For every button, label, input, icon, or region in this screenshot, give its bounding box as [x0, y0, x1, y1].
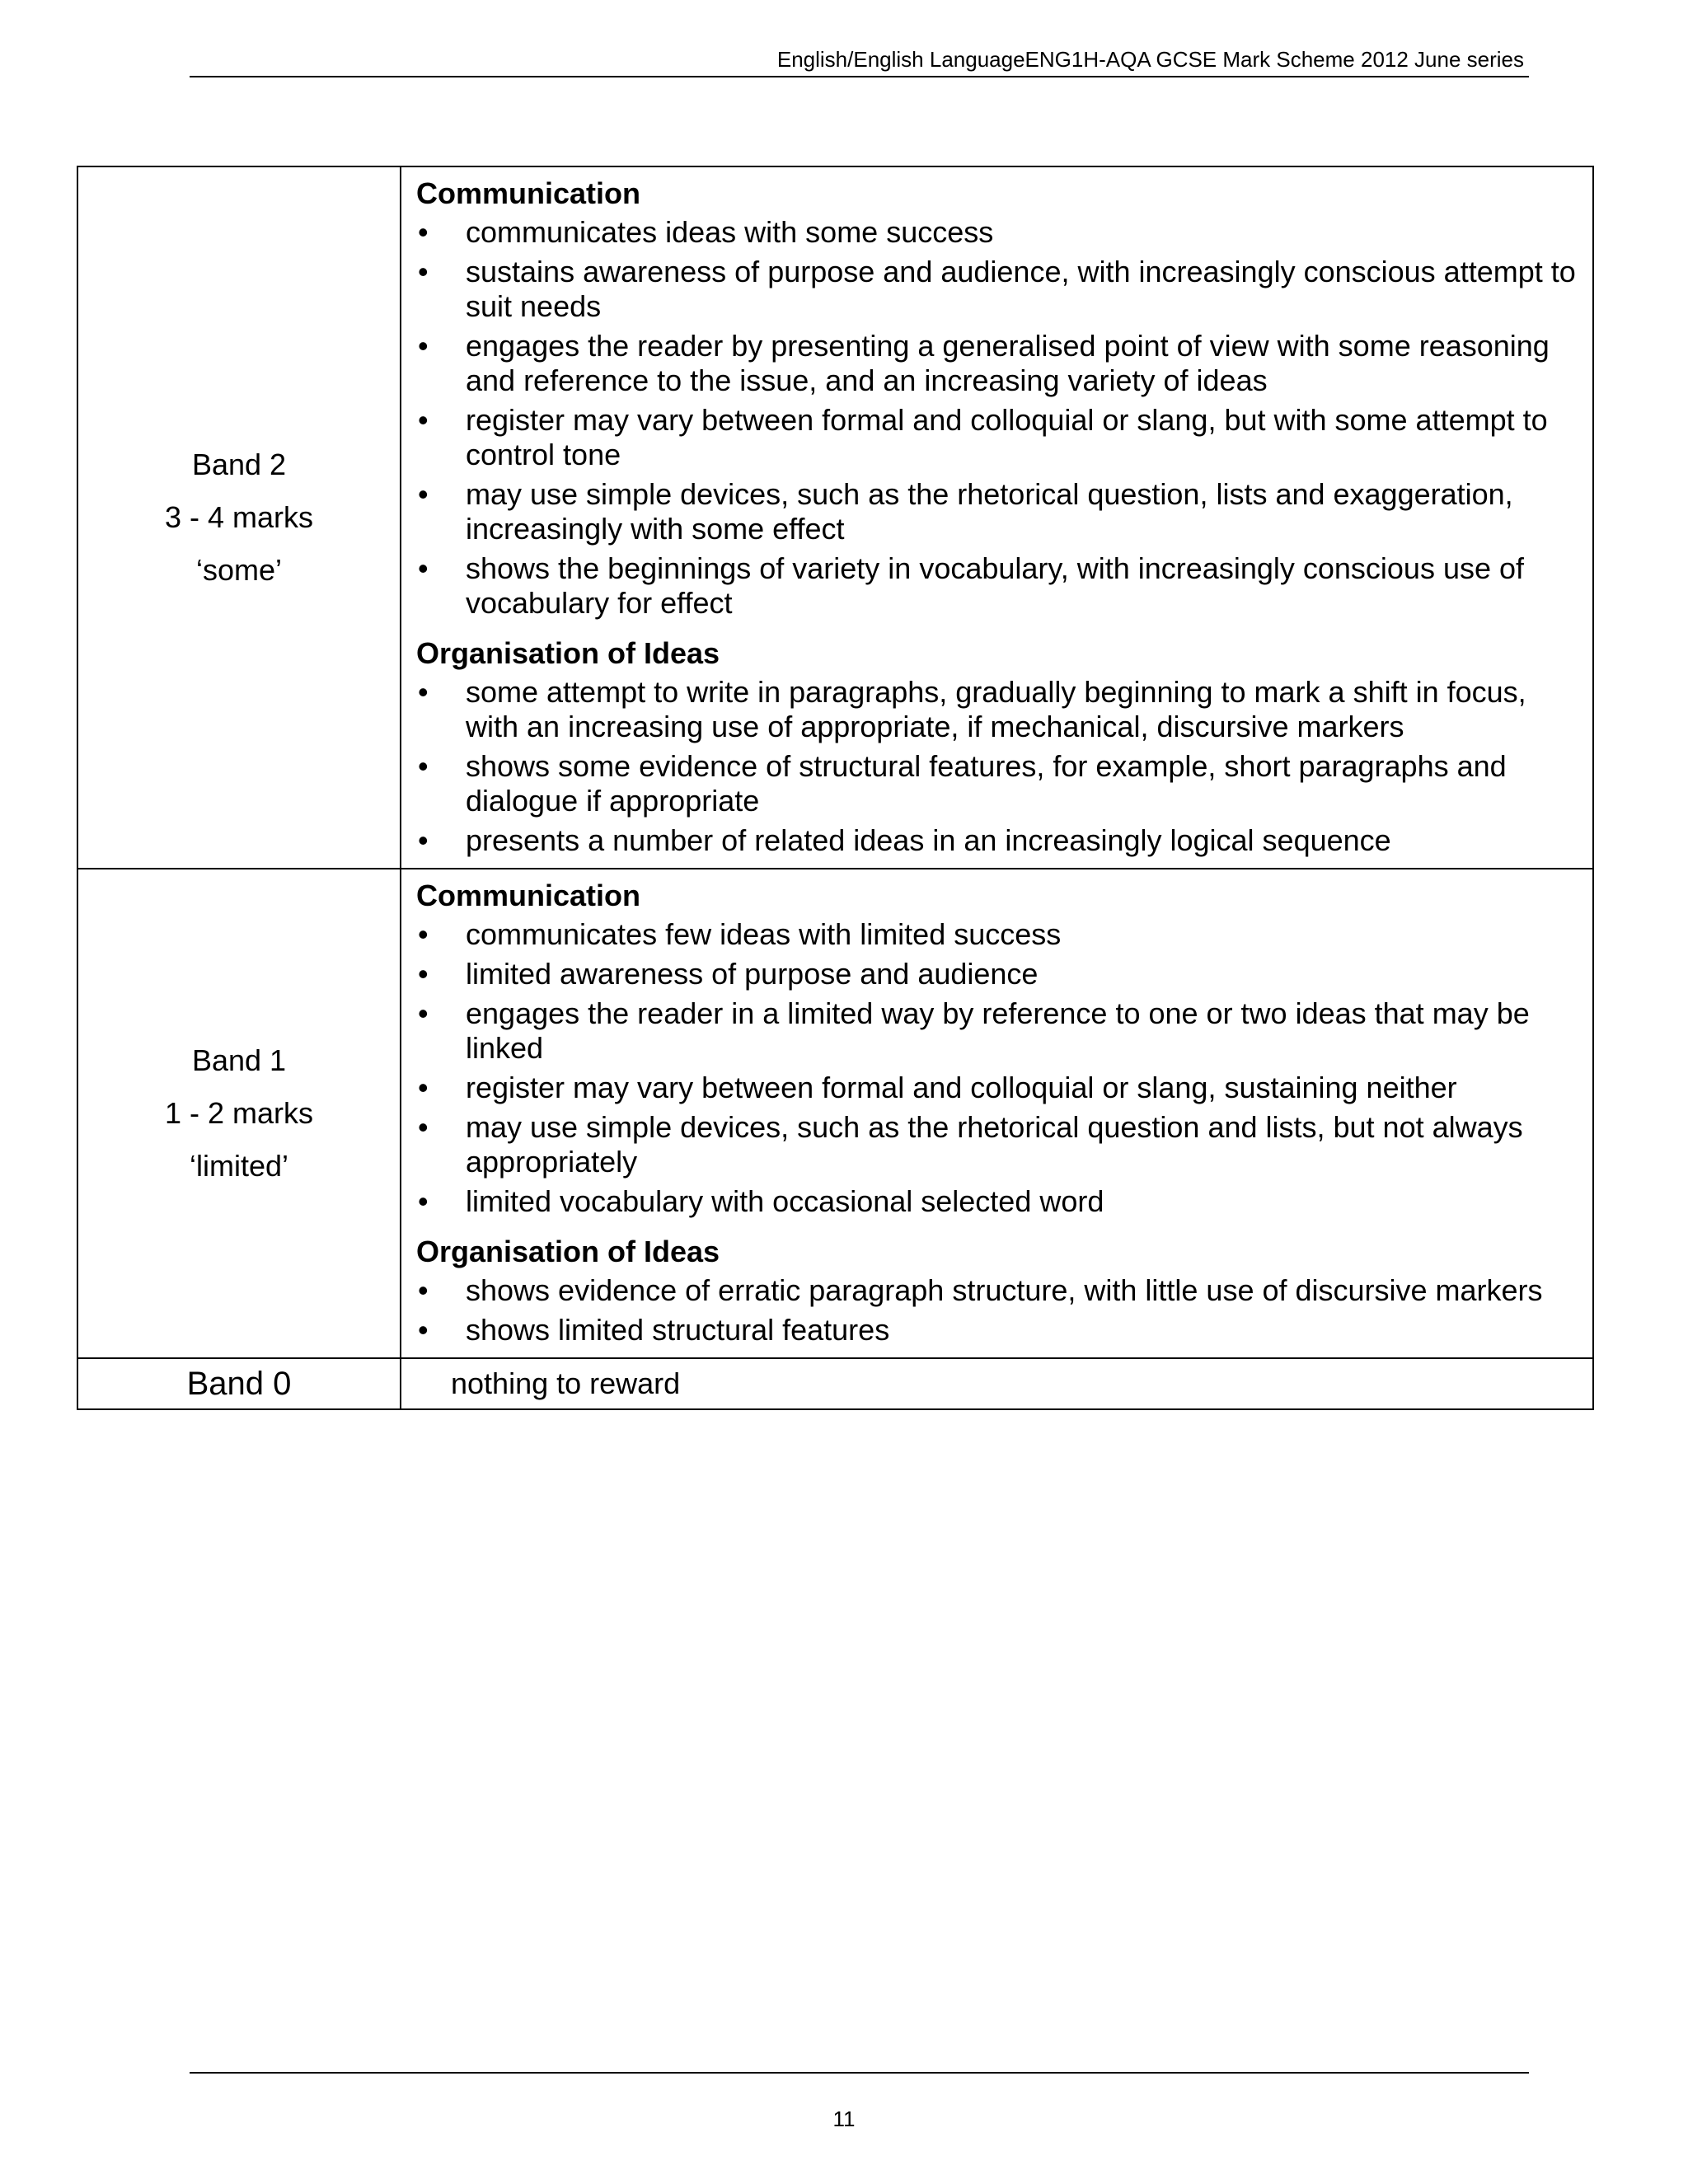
bullet-icon: • [418, 215, 429, 249]
band-1-row [77, 869, 1593, 1358]
criterion-item: • register may vary between formal and colloquial or slang, sustaining neither [418, 1071, 1457, 1104]
bullet-icon: • [418, 1184, 429, 1218]
criterion-item: • limited awareness of purpose and audience [418, 957, 1039, 991]
bullet-icon: • [418, 957, 429, 991]
section-heading-communication: Communication [416, 176, 641, 210]
criterion-item: • may use simple devices, such as the rhetorical question and lists, but not always appropriately [418, 1110, 1523, 1179]
page-header [190, 43, 1529, 77]
footer-rule [190, 2072, 1529, 2074]
criterion-item: • register may vary between formal and colloquial or slang, but with some attempt to control tone [418, 403, 1548, 471]
page-number: 11 [832, 2107, 856, 2131]
criterion-item: • communicates ideas with some success [418, 215, 994, 249]
bullet-icon: • [418, 551, 429, 585]
communication-criteria-list [416, 917, 1576, 1219]
band-marks: 3 - 4 marks [164, 500, 314, 534]
bullet-icon: • [418, 1110, 429, 1144]
band-1-criteria-cell [401, 869, 1593, 1358]
bullet-icon: • [418, 675, 429, 709]
band-name: Band 2 [191, 448, 287, 481]
criterion-item: • sustains awareness of purpose and audience, with increasingly conscious attempt to suit needs [418, 255, 1576, 323]
band-descriptor: ‘some’ [195, 553, 283, 587]
section-heading-communication: Communication [416, 879, 641, 912]
criterion-item: • presents a number of related ideas in an increasingly logical sequence [418, 823, 1391, 857]
criterion-item: • engages the reader by presenting a generalised point of view with some reasoning and reference to the issue, and an increasing variety of ideas [418, 329, 1550, 397]
criterion-item: • some attempt to write in paragraphs, gradually beginning to mark a shift in focus, with an increasing use of appropriate, if mechanical, discursive markers [418, 675, 1526, 743]
bullet-icon: • [418, 823, 429, 857]
band-2-criteria-cell [401, 166, 1593, 869]
section-heading-organisation: Organisation of Ideas [416, 636, 720, 670]
criterion-item: • shows the beginnings of variety in vocabulary, with increasingly conscious use of vocabulary for effect [418, 551, 1525, 620]
section-heading-organisation: Organisation of Ideas [416, 1235, 720, 1268]
organisation-criteria-list [416, 675, 1576, 858]
band-0-label-cell [77, 1358, 401, 1409]
bullet-icon: • [418, 917, 429, 951]
criterion-item: • shows limited structural features [418, 1313, 890, 1347]
band-name: Band 0 [186, 1366, 292, 1402]
criterion-item: • may use simple devices, such as the rhetorical question, lists and exaggeration, increasingly with some effect [418, 477, 1513, 546]
band-0-criteria-cell [401, 1358, 1593, 1409]
bullet-icon: • [418, 255, 429, 288]
criterion-item: • shows some evidence of structural features, for example, short paragraphs and dialogue if appropriate [418, 749, 1507, 818]
bullet-icon: • [418, 477, 429, 511]
organisation-criteria-list [416, 1273, 1576, 1347]
header-title: English/English LanguageENG1H-AQA GCSE Mark Scheme 2012 June series [776, 47, 1524, 72]
bullet-icon: • [418, 1313, 429, 1347]
criterion-item: • engages the reader in a limited way by reference to one or two ideas that may be linked [418, 996, 1530, 1065]
bullet-icon: • [418, 403, 429, 437]
bullet-icon: • [418, 996, 429, 1030]
mark-scheme-table [77, 166, 1594, 1410]
band-marks: 1 - 2 marks [164, 1096, 314, 1130]
bullet-icon: • [418, 1071, 429, 1104]
bullet-icon: • [418, 329, 429, 363]
band-name: Band 1 [191, 1043, 287, 1077]
criterion-item: • limited vocabulary with occasional selected word [418, 1184, 1104, 1218]
criterion-item: • shows evidence of erratic paragraph structure, with little use of discursive markers [418, 1273, 1543, 1307]
criterion-item: • communicates few ideas with limited success [418, 917, 1062, 951]
communication-criteria-list [416, 215, 1576, 621]
band-0-text: nothing to reward [451, 1366, 681, 1400]
bullet-icon: • [418, 749, 429, 783]
band-2-row [77, 166, 1593, 869]
band-1-label-cell [77, 869, 401, 1358]
band-descriptor: ‘limited’ [189, 1149, 289, 1183]
band-2-label-cell [77, 166, 401, 869]
band-0-row [77, 1358, 1593, 1409]
bullet-icon: • [418, 1273, 429, 1307]
